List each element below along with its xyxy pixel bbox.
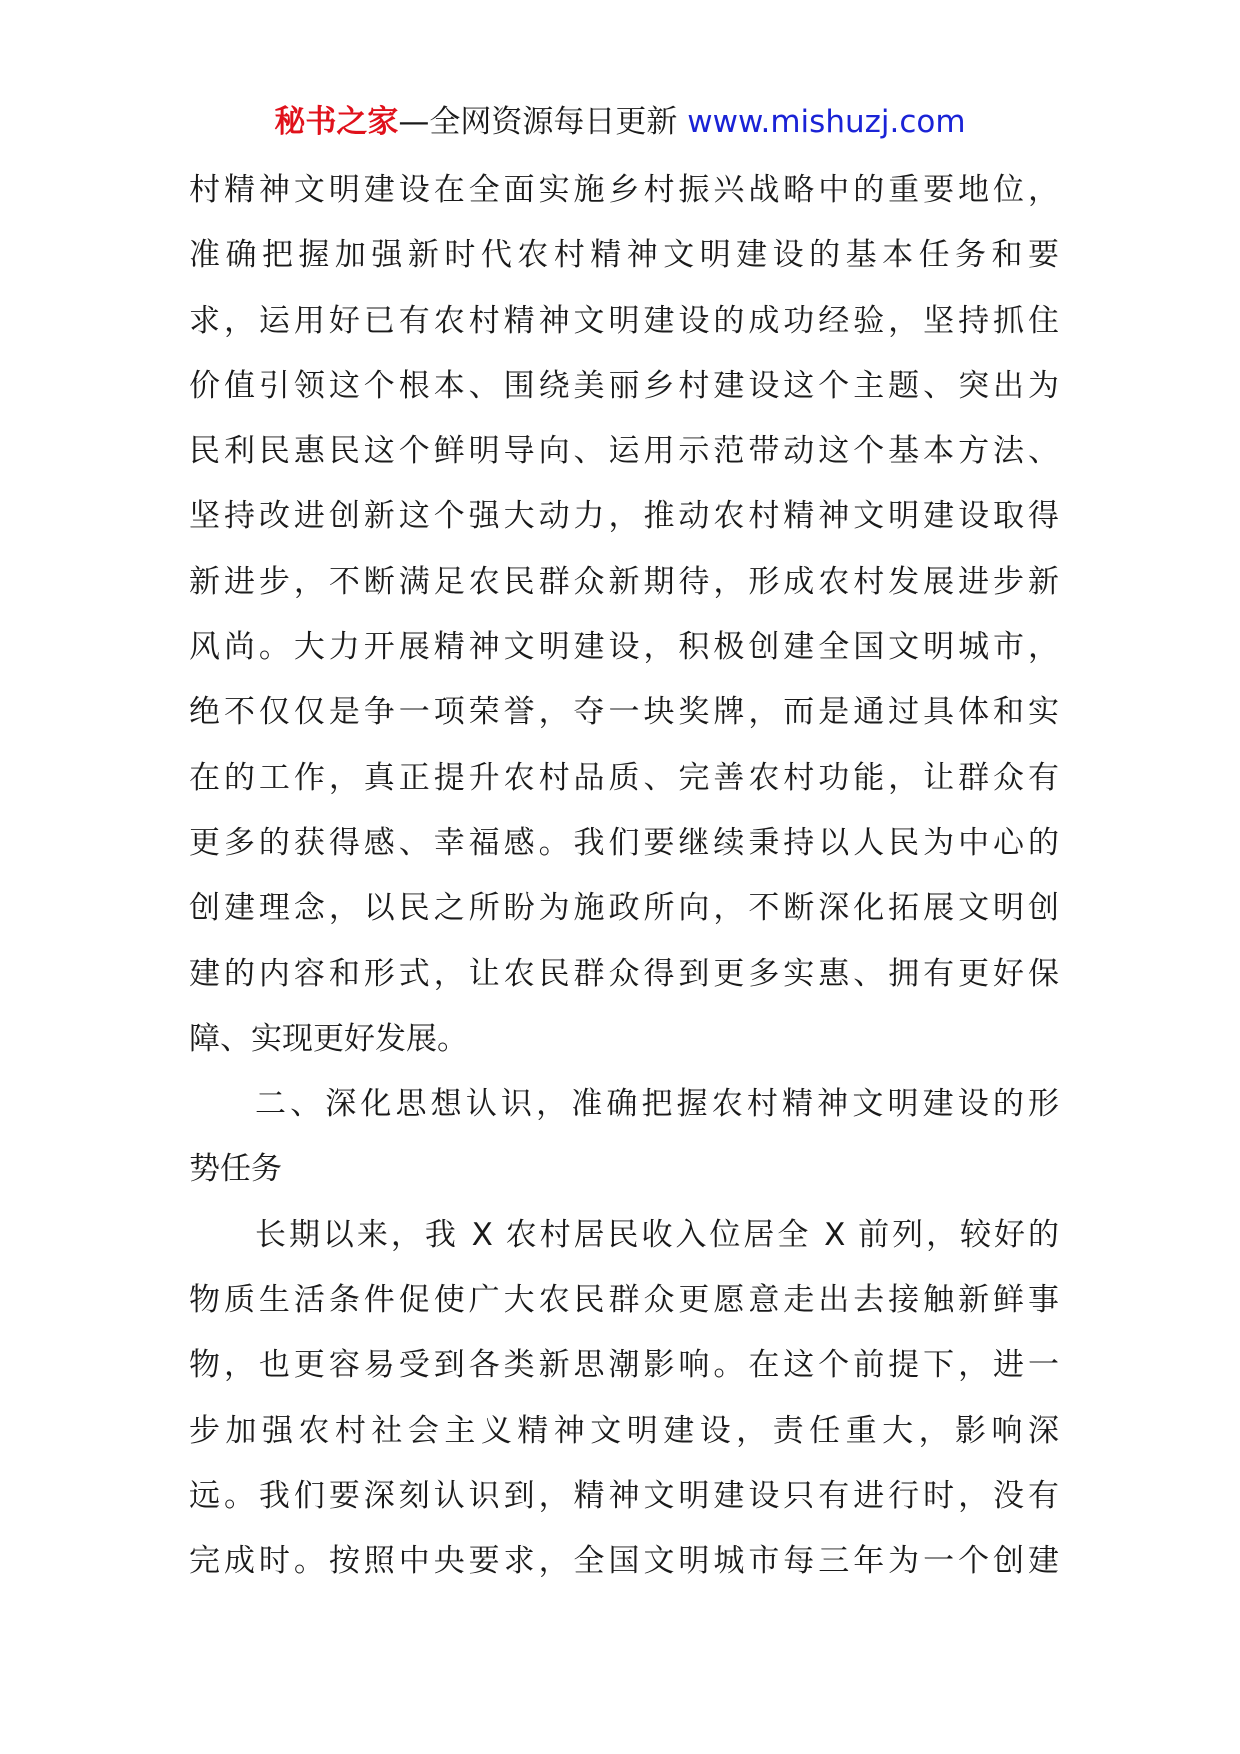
text-line: 绝不仅仅是争一项荣誉，夺一块奖牌，而是通过具体和实 xyxy=(189,694,1059,731)
text-line: 物，也更容易受到各类新思潮影响。在这个前提下，进一 xyxy=(189,1347,1059,1384)
text-line: 物质生活条件促使广大农民群众更愿意走出去接触新鲜事 xyxy=(189,1282,1059,1319)
text-line: 步加强农村社会主义精神文明建设，责任重大，影响深 xyxy=(189,1412,1059,1449)
page-header xyxy=(0,100,1240,144)
header-url[interactable]: www.mishuzj.com xyxy=(687,104,966,140)
text-line: 村精神文明建设在全面实施乡村振兴战略中的重要地位， xyxy=(189,172,1059,208)
text-line: 坚持改进创新这个强大动力，推动农村精神文明建设取得 xyxy=(189,498,1059,535)
text-line: 准确把握加强新时代农村精神文明建设的基本任务和要 xyxy=(189,237,1059,274)
section-heading-line: 二、深化思想认识，准确把握农村精神文明建设的形 xyxy=(255,1086,1059,1123)
header-brand: 秘书之家 xyxy=(274,104,399,140)
text-line: 价值引领这个根本、围绕美丽乡村建设这个主题、突出为 xyxy=(189,367,1059,404)
text-line: 完成时。按照中央要求，全国文明城市每三年为一个创建 xyxy=(189,1543,1059,1580)
text-line: 风尚。大力开展精神文明建设，积极创建全国文明城市， xyxy=(189,629,1059,666)
text-line: 民利民惠民这个鲜明导向、运用示范带动这个基本方法、 xyxy=(189,433,1059,470)
text-line: 远。我们要深刻认识到，精神文明建设只有进行时，没有 xyxy=(189,1477,1059,1514)
paragraph-start-line: 长期以来，我 X 农村居民收入位居全 X 前列，较好的 xyxy=(255,1216,1059,1253)
text-line: 在的工作，真正提升农村品质、完善农村功能，让群众有 xyxy=(189,759,1059,796)
text-line: 求，运用好已有农村精神文明建设的成功经验，坚持抓住 xyxy=(189,302,1059,339)
text-line: 新进步，不断满足农民群众新期待，形成农村发展进步新 xyxy=(189,563,1059,600)
text-line: 更多的获得感、幸福感。我们要继续秉持以人民为中心的 xyxy=(189,824,1059,861)
section-heading-end-line: 势任务 xyxy=(189,1151,282,1188)
header-tagline: —全网资源每日更新 xyxy=(398,104,688,140)
document-body xyxy=(189,158,1059,1595)
text-line: 创建理念，以民之所盼为施政所向，不断深化拓展文明创 xyxy=(189,890,1059,927)
paragraph-end-line: 障、实现更好发展。 xyxy=(189,1020,468,1057)
text-line: 建的内容和形式，让农民群众得到更多实惠、拥有更好保 xyxy=(189,955,1059,992)
